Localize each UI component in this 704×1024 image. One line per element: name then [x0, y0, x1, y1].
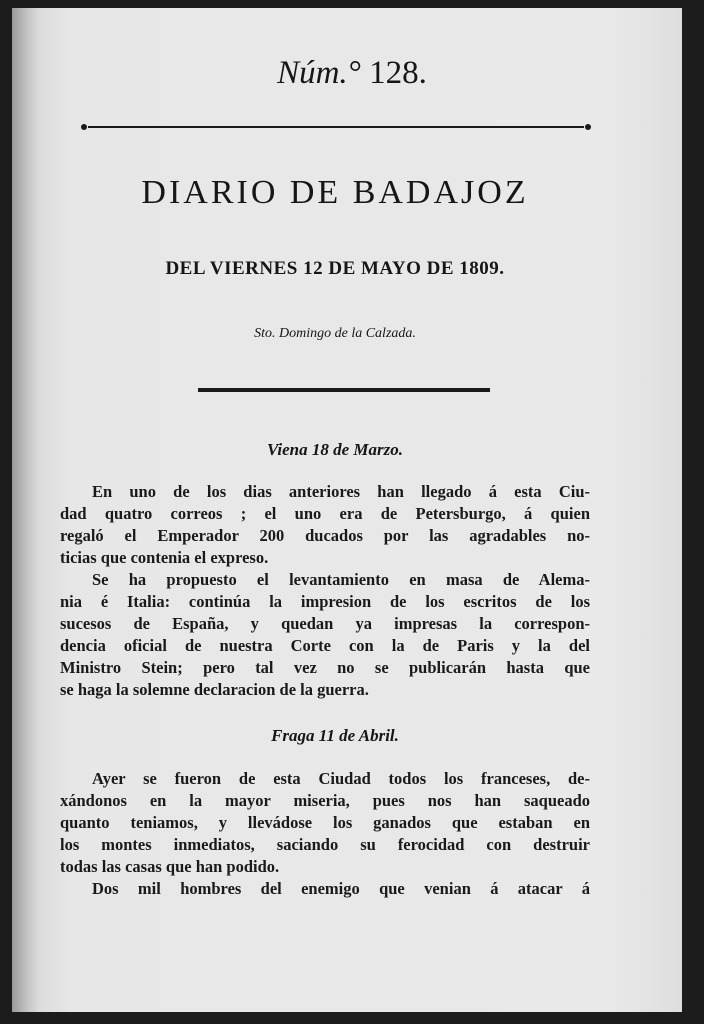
article-paragraph — [60, 569, 590, 701]
publication-place: Sto. Domingo de la Calzada. — [254, 326, 416, 341]
issue-number — [0, 55, 704, 92]
text-line: dencia oficial de nuestra Corte con la de Paris y la del — [60, 636, 590, 655]
book-spine-shadow — [12, 8, 40, 1012]
article-paragraph — [60, 481, 590, 569]
text-line: se haga la solemne declaracion de la guerra. — [60, 680, 369, 699]
text-line: sucesos de España, y quedan ya impresas la correspon- — [60, 614, 590, 633]
text-line: dad quatro correos ; el uno era de Petersburgo, á quien — [60, 504, 590, 523]
ornamental-rule — [80, 124, 592, 130]
issue-number-value: 128. — [369, 55, 427, 91]
text-line: En uno de los dias anteriores han llegado á esta Ciu- — [92, 482, 590, 501]
text-line: xándonos en la mayor miseria, pues nos han saqueado — [60, 791, 590, 810]
text-line: quanto teniamos, y llevádose los ganados que estaban en — [60, 813, 590, 832]
text-line: todas las casas que han podido. — [60, 857, 280, 876]
newspaper-title: DIARIO DE BADAJOZ — [141, 174, 529, 211]
text-line: Ayer se fueron de esta Ciudad todos los franceses, de- — [92, 769, 590, 788]
section-heading-fraga: Fraga 11 de Abril. — [271, 726, 399, 745]
section-divider — [198, 388, 490, 392]
section-heading-viena: Viena 18 de Marzo. — [266, 440, 404, 459]
text-line: regaló el Emperador 200 ducados por las agradables no- — [60, 526, 590, 545]
text-line: Se ha propuesto el levantamiento en masa de Alema- — [92, 570, 590, 589]
issue-number-label: Núm.° — [277, 55, 361, 91]
text-line: ticias que contenia el expreso. — [60, 548, 269, 567]
text-line: Dos mil hombres del enemigo que venian á atacar á — [92, 879, 590, 898]
text-line: Ministro Stein; pero tal vez no se publicarán hasta que — [60, 658, 590, 677]
issue-date: DEL VIERNES 12 DE MAYO DE 1809. — [165, 258, 505, 279]
article-paragraph — [60, 768, 590, 878]
text-line: nia é Italia: continúa la impresion de los escritos de los — [60, 592, 590, 611]
article-paragraph — [60, 878, 590, 900]
text-line: los montes inmediatos, saciando su ferocidad con destruir — [60, 835, 590, 854]
